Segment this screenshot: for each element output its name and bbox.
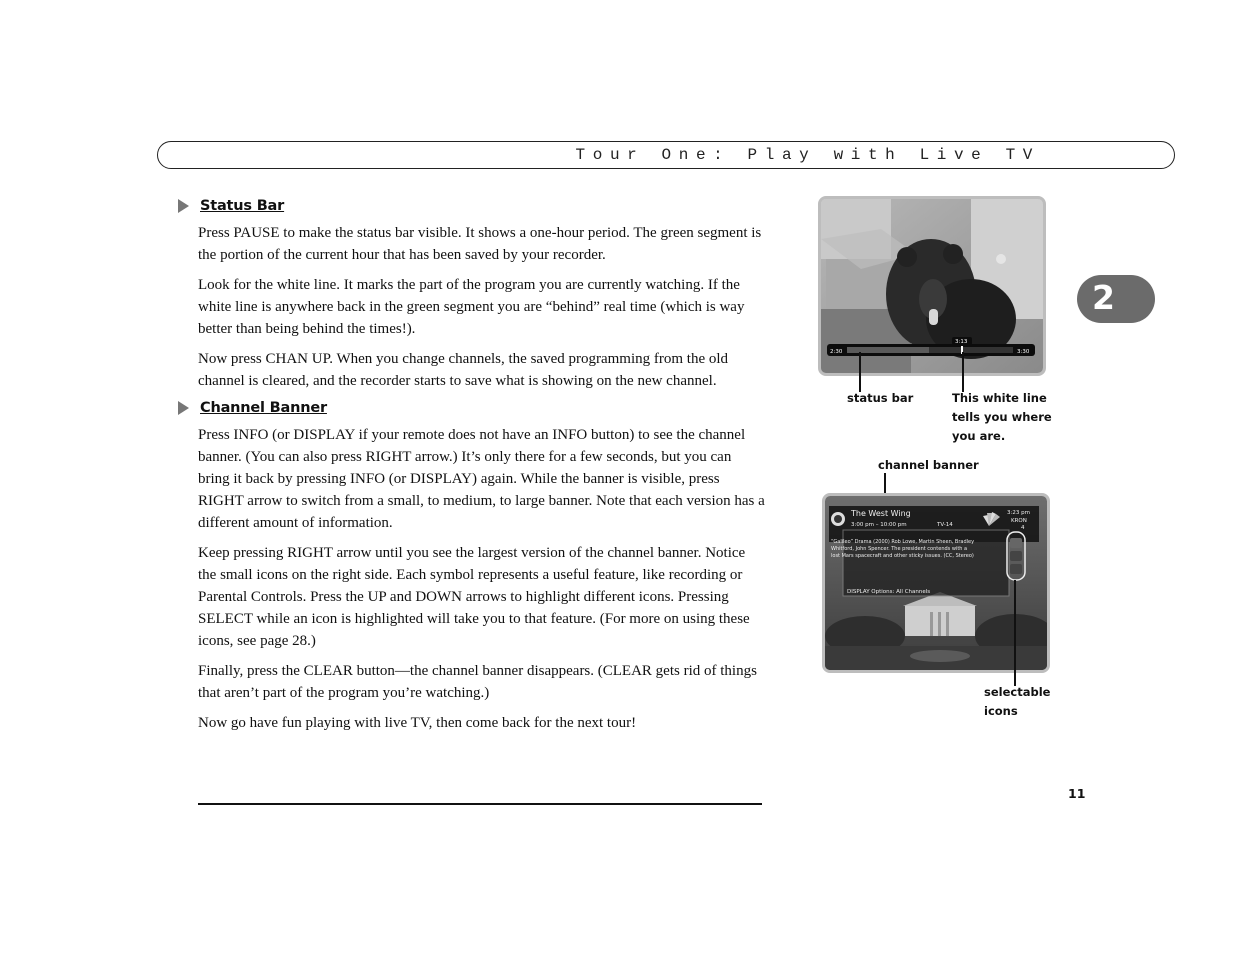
chapter-tab xyxy=(1077,275,1155,323)
header-bar xyxy=(157,141,1175,169)
banner-channel-number: 4 xyxy=(1021,525,1025,531)
callout-channel-banner: channel banner xyxy=(878,458,979,472)
banner-show-title: The West Wing xyxy=(851,509,911,518)
banner-description-line: lost Mars spacecraft and other sticky issues. (CC, Stereo) xyxy=(831,553,974,559)
banner-time-range: 3:00 pm – 10:00 pm xyxy=(851,522,907,528)
page-header-title: Tour One: Play with Live TV xyxy=(575,146,1040,164)
section-title: Status Bar xyxy=(200,198,285,214)
callout-line: you are. xyxy=(952,429,1006,443)
status-bar-leader-line xyxy=(859,352,861,392)
triangle-bullet-icon xyxy=(178,199,189,213)
paragraph: Now go have fun playing with live TV, then come back for the next tour! xyxy=(198,715,637,731)
triangle-bullet-icon xyxy=(178,401,189,415)
callout-line: icons xyxy=(984,704,1018,718)
status-bar-screenshot xyxy=(818,196,1046,376)
paragraph: Look for the white line. It marks the part of the program you are currently watching. If the white line is anywhere back in the green segment you are “behind” real time (which is way better than being behind the times!). xyxy=(198,277,745,337)
banner-footer: DISPLAY Options: All Channels xyxy=(847,589,931,595)
callout-line: tells you where xyxy=(952,410,1052,424)
parental-controls-icon[interactable] xyxy=(1010,551,1022,561)
banner-rating: TV-14 xyxy=(937,522,953,528)
bottom-rule xyxy=(198,803,762,805)
callout-white-line xyxy=(952,389,1052,446)
selectable-icons-leader-line xyxy=(1014,580,1016,686)
status-bar-end-time: 3:30 xyxy=(1017,349,1030,355)
status-bar-start-time: 2:30 xyxy=(830,349,843,355)
callout-line: This white line xyxy=(952,391,1047,405)
callout-line: selectable xyxy=(984,685,1051,699)
section-heading-channel-banner xyxy=(176,396,766,420)
banner-description-line: “Galileo” Drama (2000) Rob Lowe, Martin Sheen, Bradley xyxy=(831,539,975,545)
banner-clock: 3:23 pm xyxy=(1007,510,1030,516)
white-line-leader-line xyxy=(962,352,964,392)
section-heading-status-bar xyxy=(176,194,766,218)
paragraph: Finally, press the CLEAR button—the channel banner disappears. (CLEAR gets rid of things that aren’t part of the program you’re watching.) xyxy=(198,663,757,701)
paragraph: Press INFO (or DISPLAY if your remote does not have an INFO button) to see the channel banner. (You can also press RIGHT arrow.) It’s only there for a few seconds, but you can bring it back by pressing INFO (or DISPLAY) again. While the banner is visible, press RIGHT arrow to switch from a small, to medium, to large banner. Note that each version has a different amount of information. xyxy=(198,427,765,531)
chapter-number: 2 xyxy=(1092,278,1115,317)
record-icon[interactable] xyxy=(1010,538,1022,548)
paragraph: Now press CHAN UP. When you change channels, the saved programming from the old channel is cleared, and the recorder starts to save what is showing on the new channel. xyxy=(198,351,729,389)
body-text xyxy=(176,194,766,742)
banner-channel: KRON xyxy=(1011,518,1027,524)
channel-banner-leader-line xyxy=(884,473,886,493)
status-bar-current-time: 3:13 xyxy=(955,339,968,345)
banner-description-line: Whitford, John Spencer. The president contends with a xyxy=(831,546,968,552)
paragraph: Press PAUSE to make the status bar visible. It shows a one-hour period. The green segment is the portion of the current hour that has been saved by your recorder. xyxy=(198,225,762,263)
section-title: Channel Banner xyxy=(200,400,327,416)
bear-image xyxy=(821,199,1043,373)
paragraph: Keep pressing RIGHT arrow until you see the largest version of the channel banner. Notice the small icons on the right side. Each symbol represents a useful feature, like recording or Parental Controls. Press the UP and DOWN arrows to highlight different icons. Pressing SELECT while an icon is highlighted will take you to that feature. (For more on using these icons, see page 28.) xyxy=(198,545,750,649)
banner-option-icon[interactable] xyxy=(1010,564,1022,574)
page-number: 11 xyxy=(1068,786,1086,801)
callout-status-bar: status bar xyxy=(847,391,914,405)
callout-selectable-icons xyxy=(984,683,1050,721)
